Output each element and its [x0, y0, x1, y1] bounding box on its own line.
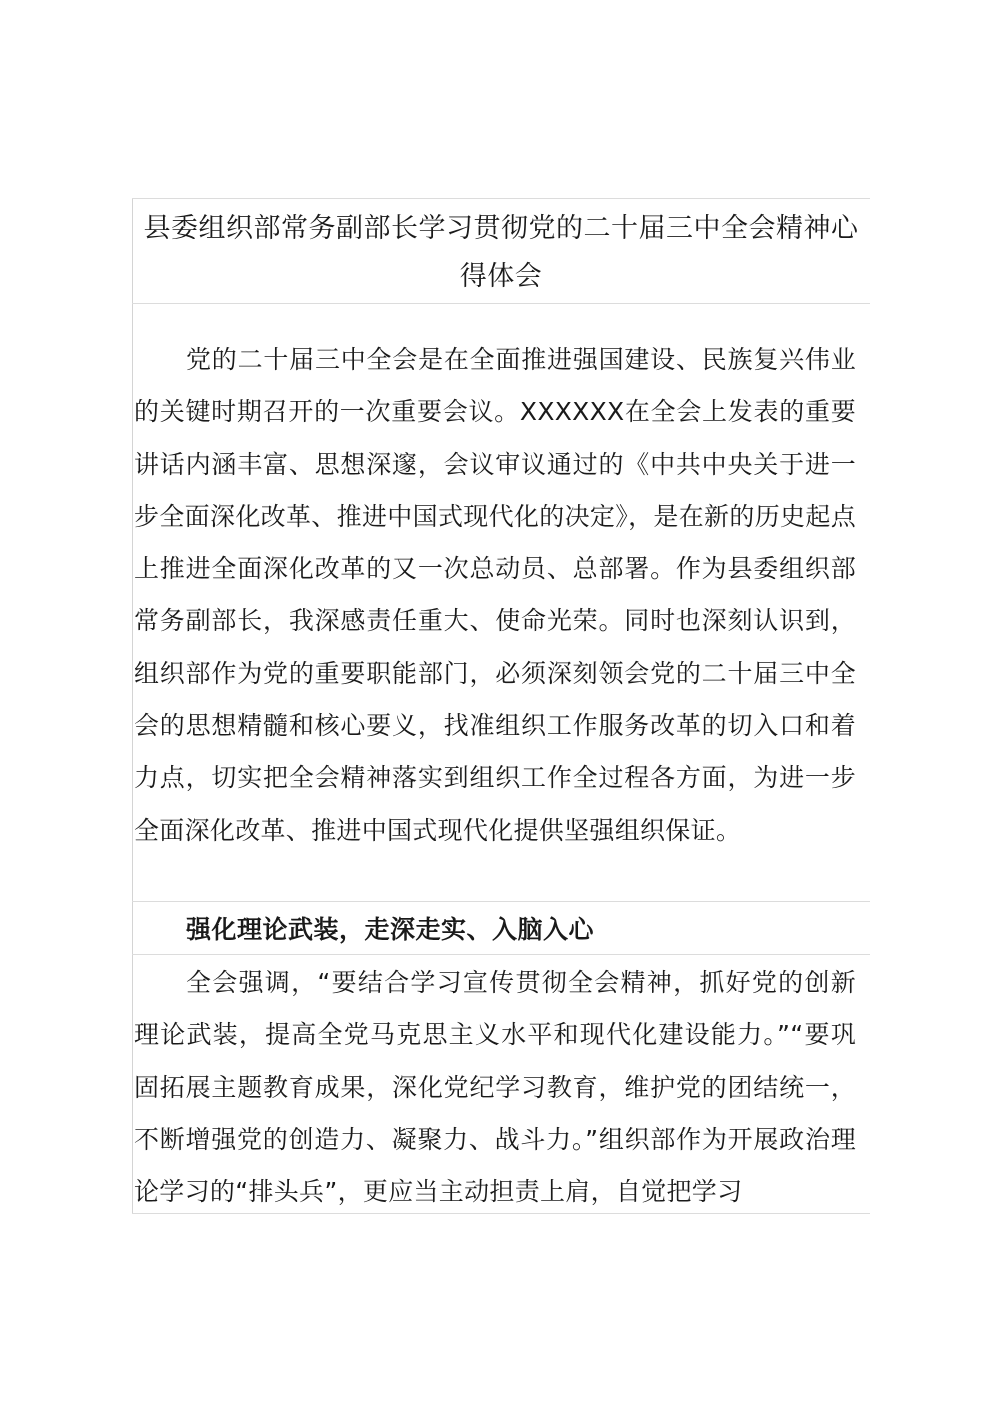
- document-title: 县委组织部常务副部长学习贯彻党的二十届三中全会精神心得体会: [143, 213, 859, 292]
- divider-top: [132, 198, 870, 199]
- divider-before-heading: [132, 901, 870, 902]
- divider-after-heading: [132, 954, 870, 955]
- section-heading: 强化理论武装，走深走实、入脑入心: [186, 915, 595, 944]
- frame-left-border: [132, 198, 133, 1214]
- divider-under-title: [132, 303, 870, 304]
- section-paragraph: 全会强调，“要结合学习宣传贯彻全会精神，抓好党的创新理论武装，提高全党马克思主义水平和现代化建设能力。”“要巩固拓展主题教育成果，深化党纪学习教育，维护党的团结统一，不断增强党的创造力、凝聚力、战斗力。”组织部作为开展政治理论学习的“排头兵”，更应当主动担责上肩，自觉把学习: [134, 968, 856, 1207]
- intro-paragraph: 党的二十届三中全会是在全面推进强国建设、民族复兴伟业的关键时期召开的一次重要会议。XXXXXX在全会上发表的重要讲话内涵丰富、思想深邃，会议审议通过的《中共中央关于进一步全面深化改革、推进中国式现代化的决定》，是在新的历史起点上推进全面深化改革的又一次总动员、总部署。作为县委组织部常务副部长，我深感责任重大、使命光荣。同时也深刻认识到，组织部作为党的重要职能部门，必须深刻领会党的二十届三中全会的思想精髓和核心要义，找准组织工作服务改革的切入口和着力点，切实把全会精神落实到组织工作全过程各方面，为进一步全面深化改革、推进中国式现代化提供坚强组织保证。: [134, 345, 856, 845]
- divider-bottom: [132, 1213, 870, 1214]
